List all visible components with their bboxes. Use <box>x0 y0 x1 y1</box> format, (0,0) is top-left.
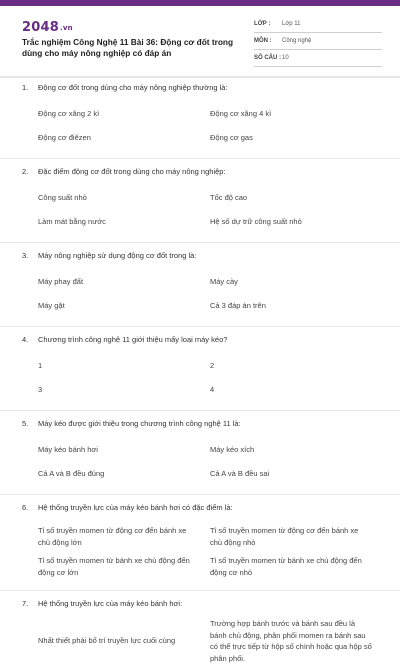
option-b[interactable]: Trường hợp bánh trước và bánh sau đều là bánh chủ động, phân phối momen ra bánh sau có thể trực tiếp từ hộp số chính hoặc qua hộp số phân phối. <box>210 619 372 663</box>
question-text: 5. Máy kéo được giới thiệu trong chương trình công nghệ 11 là: <box>22 419 241 428</box>
meta-class <box>254 16 382 33</box>
options-grid <box>22 186 382 234</box>
question-number: 1. <box>22 83 29 92</box>
page-header <box>0 6 400 72</box>
question-7 <box>0 591 400 665</box>
meta-subject-value: Công nghệ <box>282 38 312 44</box>
option-a[interactable]: Công suất nhỏ <box>38 193 87 202</box>
question-6 <box>0 495 400 582</box>
question-text: 3. Máy nông nghiệp sử dụng động cơ đốt trong là: <box>22 251 197 260</box>
option-d[interactable]: Hệ số dự trữ công suất nhỏ <box>210 217 302 226</box>
option-b[interactable]: Tỉ số truyền momen từ động cơ đến bánh xe chủ động nhỏ <box>210 526 359 547</box>
option-b[interactable]: Máy kéo xích <box>210 445 255 454</box>
option-b[interactable]: Tốc độ cao <box>210 193 248 202</box>
option-a[interactable]: Máy kéo bánh hơi <box>38 445 98 454</box>
question-number: 7. <box>22 599 29 608</box>
option-a[interactable]: Máy phay đất <box>38 277 84 286</box>
option-a[interactable]: Tỉ số truyền momen từ động cơ đến bánh xe chủ động lớn <box>38 526 187 547</box>
option-c[interactable]: 3 <box>38 385 43 394</box>
question-text: 2. Đặc điểm động cơ đốt trong dùng cho máy nông nghiệp: <box>22 167 226 176</box>
option-a[interactable]: Động cơ xăng 2 kì <box>38 109 100 118</box>
question-number: 3. <box>22 251 29 260</box>
question-number: 4. <box>22 335 29 344</box>
option-d[interactable]: Cả A và B đều sai <box>210 469 270 478</box>
question-text: 6. Hệ thống truyền lực của máy kéo bánh hơi có đặc điểm là: <box>22 503 233 512</box>
option-d[interactable]: Động cơ gas <box>210 133 253 142</box>
question-text: 1. Động cơ đốt trong dùng cho máy nông nghiệp thường là: <box>22 83 228 92</box>
meta-subject-label: MÔN : <box>254 38 272 44</box>
question-2 <box>0 159 400 234</box>
question-5 <box>0 411 400 486</box>
option-d[interactable]: Cả 3 đáp án trên <box>210 301 266 310</box>
options-grid <box>22 102 382 150</box>
option-d[interactable]: Tỉ số truyền momen từ bánh xe chủ động đến động cơ nhỏ <box>210 556 362 577</box>
quiz-meta <box>254 16 382 67</box>
options-grid <box>22 354 382 402</box>
meta-count-value: 10 <box>282 55 289 61</box>
option-d[interactable]: 4 <box>210 385 215 394</box>
option-b[interactable]: Động cơ xăng 4 kì <box>210 109 272 118</box>
question-1 <box>0 81 400 150</box>
header-divider <box>0 76 400 78</box>
page-title: Trắc nghiệm Công Nghệ 11 Bài 36: Động cơ đốt trong dùng cho máy nông nghiệp có đáp án <box>22 37 234 58</box>
meta-subject <box>254 33 382 50</box>
option-c[interactable]: Máy gặt <box>38 301 65 310</box>
option-c[interactable]: Làm mát bằng nước <box>38 217 106 226</box>
options-grid <box>22 617 382 665</box>
question-4 <box>0 327 400 402</box>
meta-count <box>254 50 382 67</box>
question-text: 4. Chương trình công nghệ 11 giới thiệu mấy loại máy kéo? <box>22 335 228 344</box>
question-3 <box>0 243 400 318</box>
option-c[interactable]: Tỉ số truyền momen từ bánh xe chủ động đến động cơ lớn <box>38 556 190 577</box>
meta-count-label: SỐ CÂU : <box>254 55 281 61</box>
meta-class-value: Lớp 11 <box>282 21 301 27</box>
option-a[interactable]: Nhất thiết phải bố trí truyền lực cuối cùng <box>38 636 176 645</box>
option-c[interactable]: Động cơ điêzen <box>38 133 91 142</box>
meta-class-label: LỚP : <box>254 21 271 27</box>
question-number: 6. <box>22 503 29 512</box>
options-grid <box>22 270 382 318</box>
option-b[interactable]: Máy cày <box>210 277 238 286</box>
question-number: 5. <box>22 419 29 428</box>
options-grid <box>22 522 382 582</box>
site-logo[interactable]: 2048.vn <box>22 20 73 35</box>
question-text: 7. Hệ thống truyền lực của máy kéo bánh hơi: <box>22 599 183 608</box>
option-b[interactable]: 2 <box>210 361 215 370</box>
option-a[interactable]: 1 <box>38 361 43 370</box>
option-c[interactable]: Cả A và B đều đúng <box>38 469 105 478</box>
question-list <box>0 81 400 665</box>
question-number: 2. <box>22 167 29 176</box>
options-grid <box>22 438 382 486</box>
